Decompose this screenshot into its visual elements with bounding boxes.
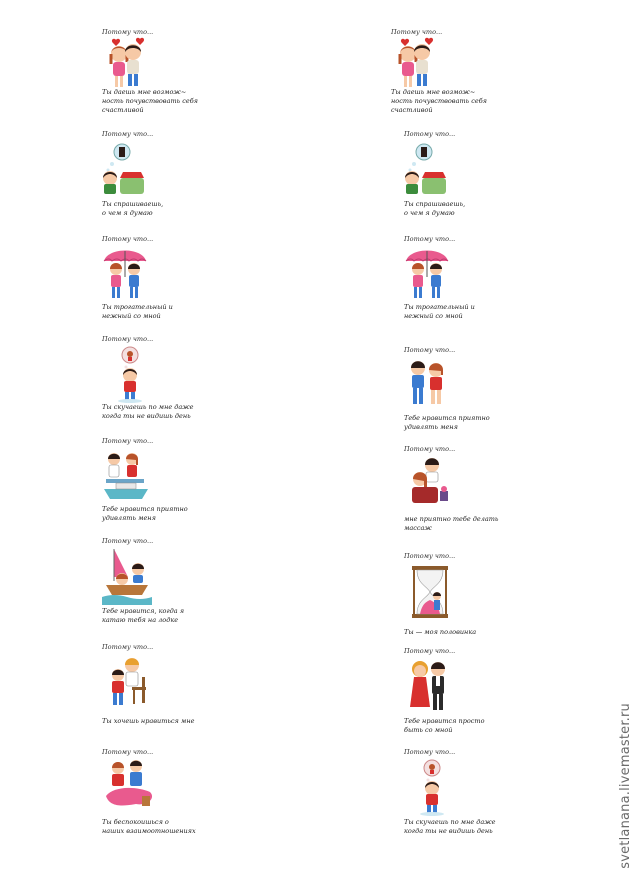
card-heading: Потому что... [102,748,154,756]
card-caption: Ты беспокоишься о наших взаимоотношениях [102,818,196,835]
card-caption: Ты трогательный и нежный со мной [404,303,475,320]
card-caption: Ты даешь мне возмож~ ность почувствовать себя счастливой [391,88,487,114]
chair-illustration [102,653,152,711]
card-caption: Тебе нравится просто быть со мной [404,717,485,734]
phone-thought-illustration [102,140,152,196]
card-left-8 [102,748,242,838]
card-caption: Ты спрашиваешь, о чем я думаю [404,200,466,217]
card-caption: Ты спрашиваешь, о чем я думаю [102,200,164,217]
card-caption: Ты даешь мне возмож~ ность почувствовать себя счастливой [102,88,198,114]
spilled-illustration [102,756,158,818]
card-right-2 [404,130,544,220]
card-heading: Потому что... [404,445,456,453]
card-caption: Ты скучаешь по мне даже когда ты не видишь день [404,818,496,835]
card-left-2 [102,130,242,220]
thinking-of-her-illustration [102,345,148,403]
card-heading: Потому что... [404,130,456,138]
card-caption: Ты хочешь нравиться мне [102,717,195,725]
card-left-4 [102,335,242,421]
card-caption: Ты — моя половинка [404,628,477,636]
card-caption: Ты трогательный и нежный со мной [102,303,173,320]
card-heading: Потому что... [391,28,443,36]
card-left-5 [102,437,242,523]
card-heading: Потому что... [404,647,456,655]
card-right-7 [404,647,544,735]
phone-thought-illustration [404,140,454,196]
couple-hearts-illustration [391,36,441,90]
card-left-3 [102,235,242,321]
boat-table-illustration [102,445,152,505]
card-heading: Потому что... [404,235,456,243]
watermark-text: svetlanana.livemaster.ru [618,703,633,869]
card-heading: Потому что... [102,335,154,343]
card-heading: Потому что... [404,346,456,354]
thinking-of-her-illustration [404,758,450,816]
card-caption: Тебе нравится, когда я катаю тебя на лодке [102,607,185,624]
umbrella-illustration [102,245,148,301]
card-heading: Потому что... [102,28,154,36]
card-heading: Потому что... [102,130,154,138]
card-heading: Потому что... [102,537,154,545]
card-right-6 [404,552,544,638]
card-caption: мне приятно тебе делать массаж [404,515,499,532]
card-caption: Тебе нравится приятно удивлять меня [102,505,188,522]
surprise-illustration [404,354,450,410]
card-right-1 [391,28,531,112]
card-heading: Потому что... [102,235,154,243]
card-heading: Потому что... [404,552,456,560]
card-caption: Ты скучаешь по мне даже когда ты не видишь день [102,403,194,420]
massage-illustration [404,455,452,511]
formal-couple-illustration [404,657,454,717]
card-heading: Потому что... [404,748,456,756]
card-caption: Тебе нравится приятно удивлять меня [404,414,490,431]
couple-hearts-illustration [102,36,152,90]
card-heading: Потому что... [102,437,154,445]
card-left-7 [102,643,242,725]
card-left-6 [102,537,242,627]
card-right-4 [404,346,544,430]
hourglass-illustration [404,564,456,622]
card-heading: Потому что... [102,643,154,651]
card-right-8 [404,748,544,838]
card-left-1 [102,28,242,112]
umbrella-illustration [404,245,450,301]
card-right-3 [404,235,544,321]
sailboat-illustration [102,545,152,607]
card-right-5 [404,445,544,531]
